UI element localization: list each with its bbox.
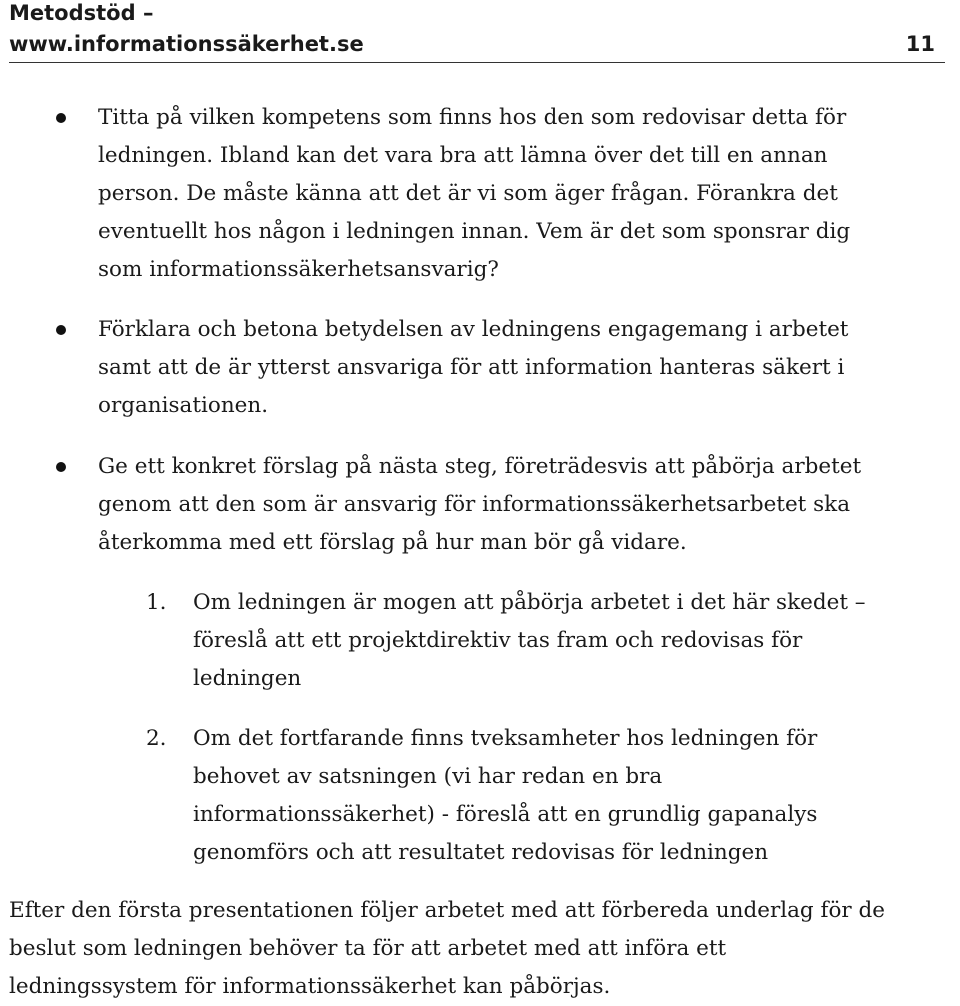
text-line: Efter den första presentationen följer arbetet med att förbereda underlag för de	[9, 898, 886, 923]
list-number: 1.	[146, 590, 167, 615]
text-line: ledningen. Ibland kan det vara bra att lämna över det till en annan	[98, 143, 828, 168]
text-line: person. De måste känna att det är vi som äger frågan. Förankra det	[98, 181, 838, 206]
numbered-item-1	[146, 584, 933, 698]
text-line: behovet av satsningen (vi har redan en bra	[193, 764, 663, 789]
text-line: Ge ett konkret förslag på nästa steg, företrädesvis att påbörja arbetet	[98, 454, 862, 479]
text-line: genom att den som är ansvarig för informationssäkerhetsarbetet ska	[98, 492, 851, 517]
bullet-dot-icon	[56, 462, 66, 472]
text-line: Om ledningen är mogen att påbörja arbetet i det här skedet –	[193, 590, 866, 615]
text-line: eventuellt hos någon i ledningen innan. Vem är det som sponsrar dig	[98, 219, 851, 244]
text-line: beslut som ledningen behöver ta för att arbetet med att införa ett	[9, 936, 727, 961]
text-line: genomförs och att resultatet redovisas för ledningen	[193, 840, 769, 865]
text-line: Titta på vilken kompetens som finns hos den som redovisar detta för	[98, 105, 847, 130]
bullet-item-2	[98, 311, 948, 425]
bullet-item-3	[98, 448, 948, 562]
text-line: återkomma med ett förslag på hur man bör gå vidare.	[98, 530, 687, 555]
bullet-dot-icon	[56, 325, 66, 335]
list-number: 2.	[146, 726, 167, 751]
bullet-dot-icon	[56, 113, 66, 123]
numbered-item-2	[146, 720, 933, 872]
bullet-item-1	[98, 99, 948, 289]
text-line: samt att de är ytterst ansvariga för att information hanteras säkert i	[98, 355, 845, 380]
closing-paragraph	[9, 892, 954, 1006]
text-line: föreslå att ett projektdirektiv tas fram och redovisas för	[193, 628, 803, 653]
page-number: 11	[905, 32, 935, 56]
header-title-line2: www.informationssäkerhet.se	[9, 32, 364, 56]
text-line: ledningen	[193, 666, 302, 691]
header-title-line1: Metodstöd –	[9, 1, 154, 25]
text-line: informationssäkerhet) - föreslå att en grundlig gapanalys	[193, 802, 818, 827]
text-line: Förklara och betona betydelsen av ledningens engagemang i arbetet	[98, 317, 849, 342]
header-title	[9, 0, 364, 60]
text-line: som informationssäkerhetsansvarig?	[98, 257, 499, 282]
text-line: ledningssystem för informationssäkerhet kan påbörjas.	[9, 974, 611, 999]
text-line: Om det fortfarande finns tveksamheter hos ledningen för	[193, 726, 818, 751]
text-line: organisationen.	[98, 393, 269, 418]
page-header	[9, 0, 945, 63]
